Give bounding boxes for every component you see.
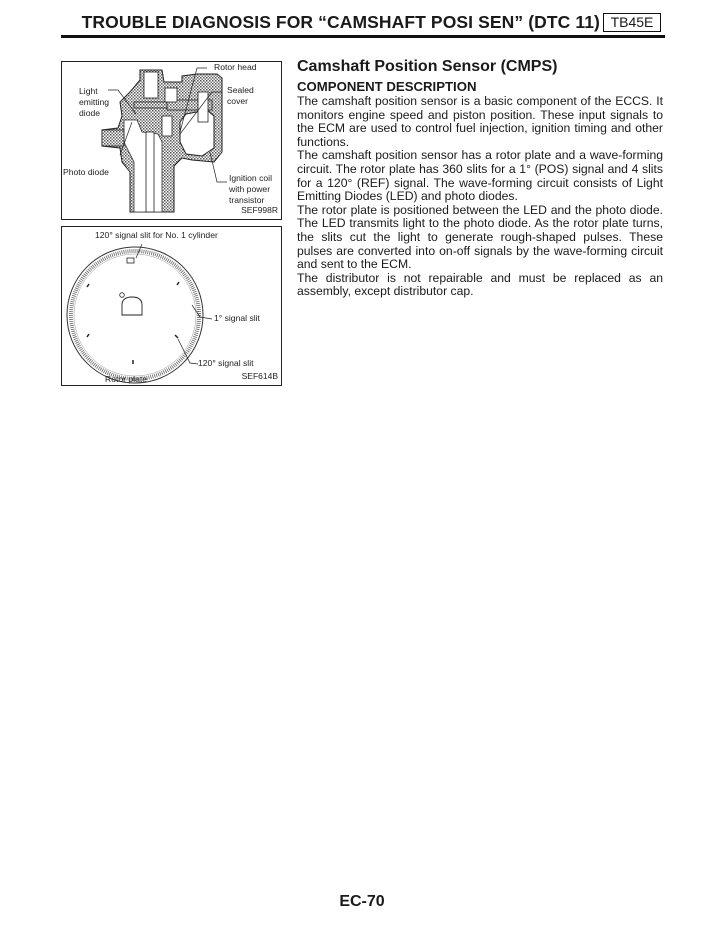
figure-cmps-cross-section [61,61,282,220]
label-ignition-line1: Ignition coil [229,173,272,183]
page-number: EC-70 [339,893,385,910]
paragraph-led-operation: The rotor plate is positioned between the LED and the photo diode. The LED transmits light to the photo diode. As the rotor plate turns, the slits cut the light to generate rough-shaped pulses. These pulses are converted into on-off signals by the wave-forming circuit and sent to the ECM. [297,202,663,272]
paragraph-repair-note: The distributor is not repairable and must be replaced as an assembly, except distributor cap. [297,270,663,299]
paragraph-overview: The camshaft position sensor is a basic component of the ECCS. It monitors engine speed and piston position. These input signals to the ECM are used to control fuel injection, ignition timing and other functions. [297,94,663,149]
label-sealed-cover-line1: Sealed [227,85,254,95]
label-led-line3: diode [79,108,101,118]
label-rotor-plate: Rotor plate [105,374,148,384]
label-photo-diode: Photo diode [63,167,109,177]
label-led-line1: Light [79,86,98,96]
label-ignition-line2: with power [229,184,271,194]
label-ignition-line3: transistor [229,195,265,205]
section-title: Camshaft Position Sensor (CMPS) [297,58,558,75]
model-code-badge: TB45E [603,13,661,32]
subsection-title: COMPONENT DESCRIPTION [297,79,477,94]
label-1deg-slit: 1° signal slit [214,313,260,323]
label-led-line2: emitting [79,97,110,107]
figure-code: SEF614B [241,371,278,381]
figure-code: SEF998R [241,205,278,215]
component-description-section [297,57,663,299]
label-120deg-slit: 120° signal slit [198,358,254,368]
figure-rotor-plate [61,226,282,386]
label-sealed-cover-line2: cover [227,96,249,106]
paragraph-rotor-plate: The camshaft position sensor has a rotor plate and a wave-forming circuit. The rotor plate has 360 slits for a 1° (POS) signal and 4 slits for a 120° (REF) signal. The wave-forming circuit consists of Light Emitting Diodes (LED) and photo diodes. [297,148,663,204]
label-no1-cylinder-slit: 120° signal slit for No. 1 cylinder [95,230,218,240]
page-header-title: TROUBLE DIAGNOSIS FOR “CAMSHAFT POSI SEN” (DTC 11) [81,12,600,32]
header-rule [61,35,665,38]
label-rotor-head: Rotor head [214,62,257,72]
